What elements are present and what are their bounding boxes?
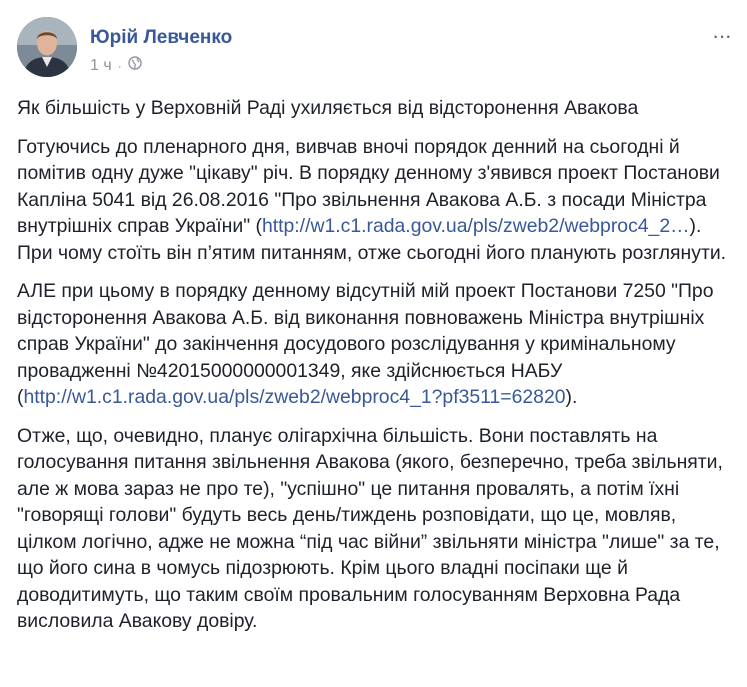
post-timestamp[interactable]: 1 ч (90, 56, 112, 74)
paragraph-2-text: Готуючись до пленарного дня, вивчав вночі порядок денний на сьогодні й помітив одну дуже "цікаву" річ. В порядку денному з'явився проект Постанови Капліна 5041 від 26.08.2016 "Про звільнення Авакова А.Б. з посади Міністра внутрішніх справ України" ( (17, 135, 720, 237)
post-paragraph-4: Отже, що, очевидно, планує олігархічна більшість. Вони поставлять на голосування питання звільнення Авакова (якого, безперечно, треба звільняти, але ж мова зараз не про те), "успішно" це питання провалять, а потім їхні "говорящі голови" будуть весь день/тиждень розповідати, що це, мовляв, цілком логічно, адже не можна “під час війни” звільняти міністра "лише" за те, що його сина в чомусь підозрюють. Крім цього владні посіпаки ще й доводитимуть, що таким своїм провальним голосуванням Верховна Рада висловила Авакову довіру. (17, 424, 723, 632)
post-paragraph-1: Як більшість у Верховній Раді ухиляється від відсторонення Авакова (17, 97, 639, 119)
post-meta (90, 56, 142, 75)
paragraph-2-tail: ). При чому стоїть він п’ятим питанням, отже сьогодні його планують розглянути. (17, 215, 727, 264)
post-body (17, 95, 729, 647)
post-paragraph-3 (17, 278, 729, 411)
post-paragraph-2 (17, 134, 729, 267)
globe-icon[interactable] (128, 56, 142, 75)
person-avatar-icon (17, 17, 77, 77)
avatar[interactable] (17, 17, 77, 77)
rada-link-7250[interactable]: http://w1.c1.rada.gov.ua/pls/zweb2/webproc4_1?pf3511=62820 (23, 386, 566, 408)
author-name[interactable]: Юрій Левченко (90, 27, 233, 48)
paragraph-3-text: АЛЕ при цьому в порядку денному відсутній мій проект Постанови 7250 "Про відсторонення Авакова А.Б. від виконання повноважень Міністра внутрішніх справ України" до закінчення досудового розслідування у кримінальному провадженні №42015000000001349, яке здійснюється НАБУ ( (17, 280, 714, 408)
paragraph-3-tail: ). (565, 386, 578, 408)
more-options-icon[interactable]: ··· (712, 23, 731, 48)
post-header (17, 17, 737, 87)
rada-link-5041[interactable]: http://w1.c1.rada.gov.ua/pls/zweb2/webproc4_2… (261, 215, 690, 237)
meta-separator: · (117, 58, 122, 73)
